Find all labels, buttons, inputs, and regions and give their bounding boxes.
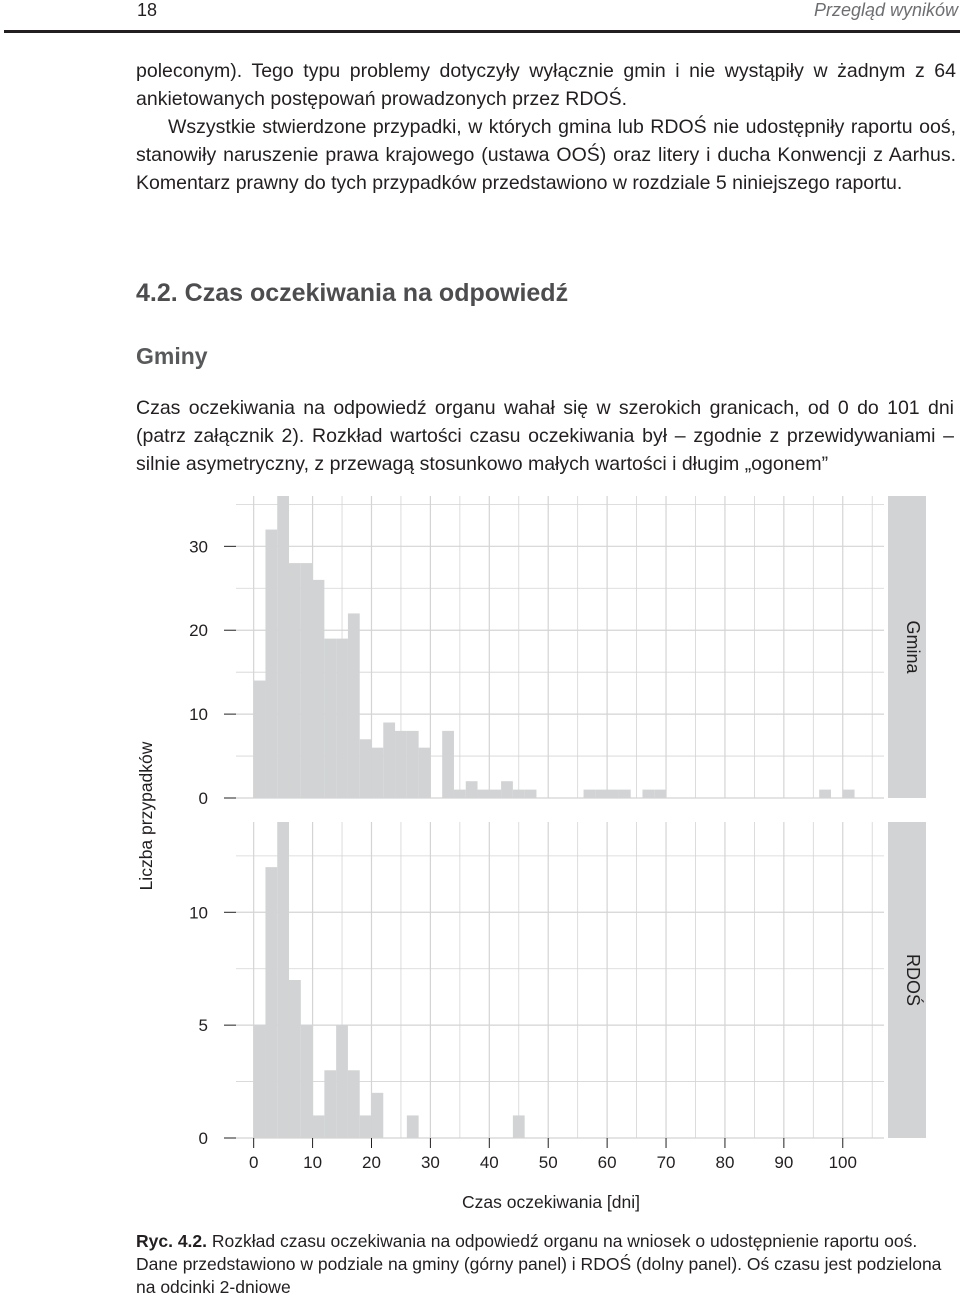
histogram-bar	[371, 748, 383, 798]
x-tick-label: 20	[362, 1153, 381, 1172]
facet-label: RDOŚ	[903, 953, 923, 1007]
histogram-bar	[489, 790, 501, 798]
figure-caption	[136, 1230, 958, 1299]
histogram-bar	[289, 563, 301, 798]
x-tick-label: 10	[303, 1153, 323, 1172]
histogram-figure	[0, 490, 960, 1225]
histogram-bar	[301, 563, 313, 798]
histogram-bar	[371, 1093, 383, 1138]
histogram-bar	[254, 681, 266, 798]
histogram-bar	[654, 790, 666, 798]
y-tick-label: 10	[189, 705, 208, 725]
histogram-bar	[843, 790, 855, 798]
histogram-bar	[619, 790, 631, 798]
subsection-heading: Gminy	[136, 343, 208, 369]
caption-label: Ryc. 4.2.	[136, 1231, 208, 1251]
histogram-bar	[254, 1025, 266, 1138]
section-heading: 4.2. Czas oczekiwania na odpowiedź	[136, 279, 569, 307]
caption-text: Rozkład czasu oczekiwania na odpowiedź organu na wniosek o udostępnienie raportu ooś. Dane przedstawiono w podziale na gminy (górny panel) i RDOŚ (dolny panel). Oś czasu jest podzielona na odcinki 2-dniowe	[136, 1231, 942, 1297]
histogram-bar	[289, 980, 301, 1138]
x-tick-label: 0	[248, 1153, 259, 1172]
histogram-bar	[513, 1115, 525, 1138]
x-tick-label: 30	[420, 1153, 440, 1172]
x-tick-label: 90	[774, 1153, 794, 1172]
histogram-bar	[360, 739, 372, 798]
histogram-bar	[595, 790, 607, 798]
histogram-bar	[265, 867, 277, 1138]
facet-label: Gmina	[903, 620, 923, 674]
histogram-bar	[348, 613, 360, 798]
histogram-bar	[324, 1070, 336, 1138]
histogram-bar	[277, 496, 289, 798]
x-tick-label: 70	[656, 1153, 676, 1172]
intro-paragraph-2: Wszystkie stwierdzone przypadki, w których gmina lub RDOŚ nie udostępniły raportu ooś, stanowiły naruszenie prawa krajowego (ustawa OOŚ) oraz litery i ducha Konwencji z Aarhus. Komentarz prawny do tych przypadków przedstawiono w rozdziale 5 niniejszego raportu.	[136, 116, 956, 194]
histogram-bar	[407, 731, 419, 798]
histogram-bar	[395, 731, 407, 798]
histogram-bar	[383, 723, 395, 799]
section-body: Czas oczekiwania na odpowiedź organu wahał się w szerokich granicach, od 0 do 101 dni (patrz załącznik 2). Rozkład wartości czasu oczekiwania był – zgodnie z przewidywaniami – silnie asymetryczny, z przewagą stosunkowo małych wartości i długim „ogonem”	[136, 397, 954, 475]
header-rule	[4, 30, 960, 33]
histogram-bar	[607, 790, 619, 798]
x-tick-label: 40	[479, 1153, 499, 1172]
histogram-bar	[584, 790, 596, 798]
histogram-bar	[454, 790, 466, 798]
histogram-bar	[324, 639, 336, 798]
histogram-bar	[513, 790, 525, 798]
intro-text	[136, 57, 956, 197]
y-tick-label: 0	[198, 789, 208, 808]
intro-paragraph-1: poleconym). Tego typu problemy dotyczyły wyłącznie gmin i nie wystąpiły w żadnym z 64 ankietowanych postępowań prowadzonych przez RDOŚ.	[136, 60, 956, 110]
histogram-bar	[407, 1115, 419, 1138]
histogram-bar	[301, 1025, 313, 1138]
histogram-bar	[348, 1070, 360, 1138]
histogram-bar	[501, 781, 513, 798]
histogram-bar	[478, 790, 490, 798]
x-tick-label: 60	[597, 1153, 617, 1172]
y-axis-title: Liczba przypadków	[136, 741, 156, 891]
running-title: Przegląd wyników	[813, 0, 958, 20]
page-number: 18	[137, 0, 158, 20]
histogram-bar	[336, 1025, 348, 1138]
histogram-bar	[265, 530, 277, 798]
x-axis-title: Czas oczekiwania [dni]	[462, 1192, 640, 1212]
histogram-bar	[277, 822, 289, 1138]
histogram-bar	[525, 790, 537, 798]
y-tick-label: 20	[189, 621, 208, 641]
y-tick-label: 10	[189, 903, 208, 923]
x-tick-label: 80	[715, 1153, 735, 1172]
x-tick-label: 100	[828, 1153, 857, 1172]
histogram-bar	[819, 790, 831, 798]
y-tick-label: 5	[198, 1016, 208, 1036]
histogram-bar	[313, 580, 325, 798]
histogram-bar	[466, 781, 478, 798]
y-tick-label: 0	[198, 1129, 208, 1148]
histogram-bar	[313, 1115, 325, 1138]
x-tick-label: 50	[538, 1153, 558, 1172]
histogram-bar	[360, 1115, 372, 1138]
histogram-bar	[419, 748, 431, 798]
histogram-bar	[642, 790, 654, 798]
histogram-bar	[336, 639, 348, 798]
y-tick-label: 30	[189, 537, 208, 557]
histogram-bar	[442, 731, 454, 798]
